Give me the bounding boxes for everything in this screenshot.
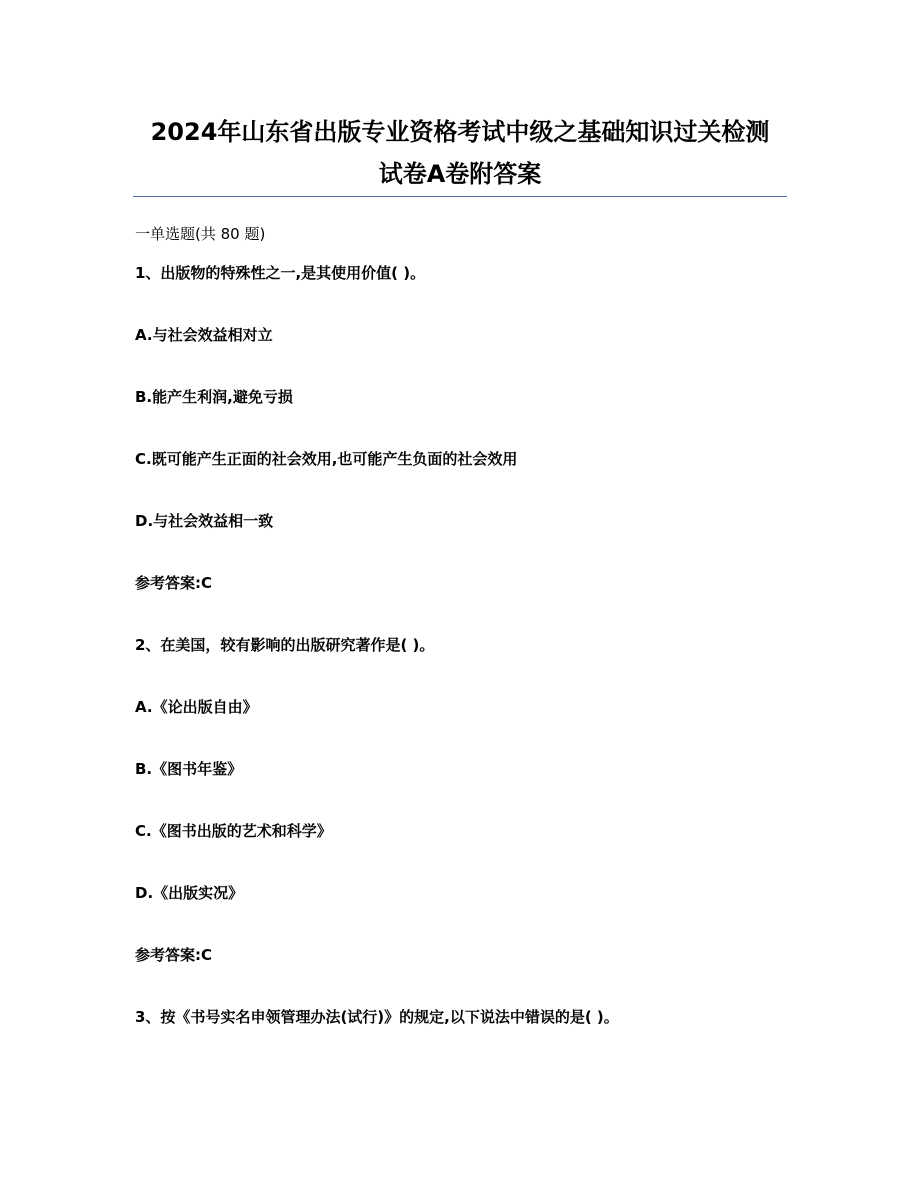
title-divider bbox=[133, 196, 787, 197]
question-1-answer: 参考答案:C bbox=[135, 574, 213, 592]
question-2-stem: 2、在美国，较有影响的出版研究著作是( )。 bbox=[135, 636, 435, 654]
question-3-stem: 3、按《书号实名申领管理办法(试行)》的规定,以下说法中错误的是( )。 bbox=[135, 1008, 619, 1026]
page-title-line-1: 2024年山东省出版专业资格考试中级之基础知识过关检测 bbox=[150, 118, 770, 146]
question-2-option-b: B.《图书年鉴》 bbox=[135, 760, 243, 778]
page-title-line-2: 试卷A卷附答案 bbox=[378, 160, 542, 188]
question-2-option-d: D.《出版实况》 bbox=[135, 884, 244, 902]
question-2-option-c: C.《图书出版的艺术和科学》 bbox=[135, 822, 332, 840]
question-1-option-a: A.与社会效益相对立 bbox=[135, 326, 273, 344]
question-1-stem: 1、出版物的特殊性之一,是其使用价值( )。 bbox=[135, 264, 426, 282]
question-1-option-b: B.能产生利润,避免亏损 bbox=[135, 388, 293, 406]
question-2-answer: 参考答案:C bbox=[135, 946, 213, 964]
question-1-option-d: D.与社会效益相一致 bbox=[135, 512, 274, 530]
section-heading: 一单选题(共 80 题) bbox=[135, 225, 266, 243]
question-2-option-a: A.《论出版自由》 bbox=[135, 698, 258, 716]
question-1-option-c: C.既可能产生正面的社会效用,也可能产生负面的社会效用 bbox=[135, 450, 518, 468]
